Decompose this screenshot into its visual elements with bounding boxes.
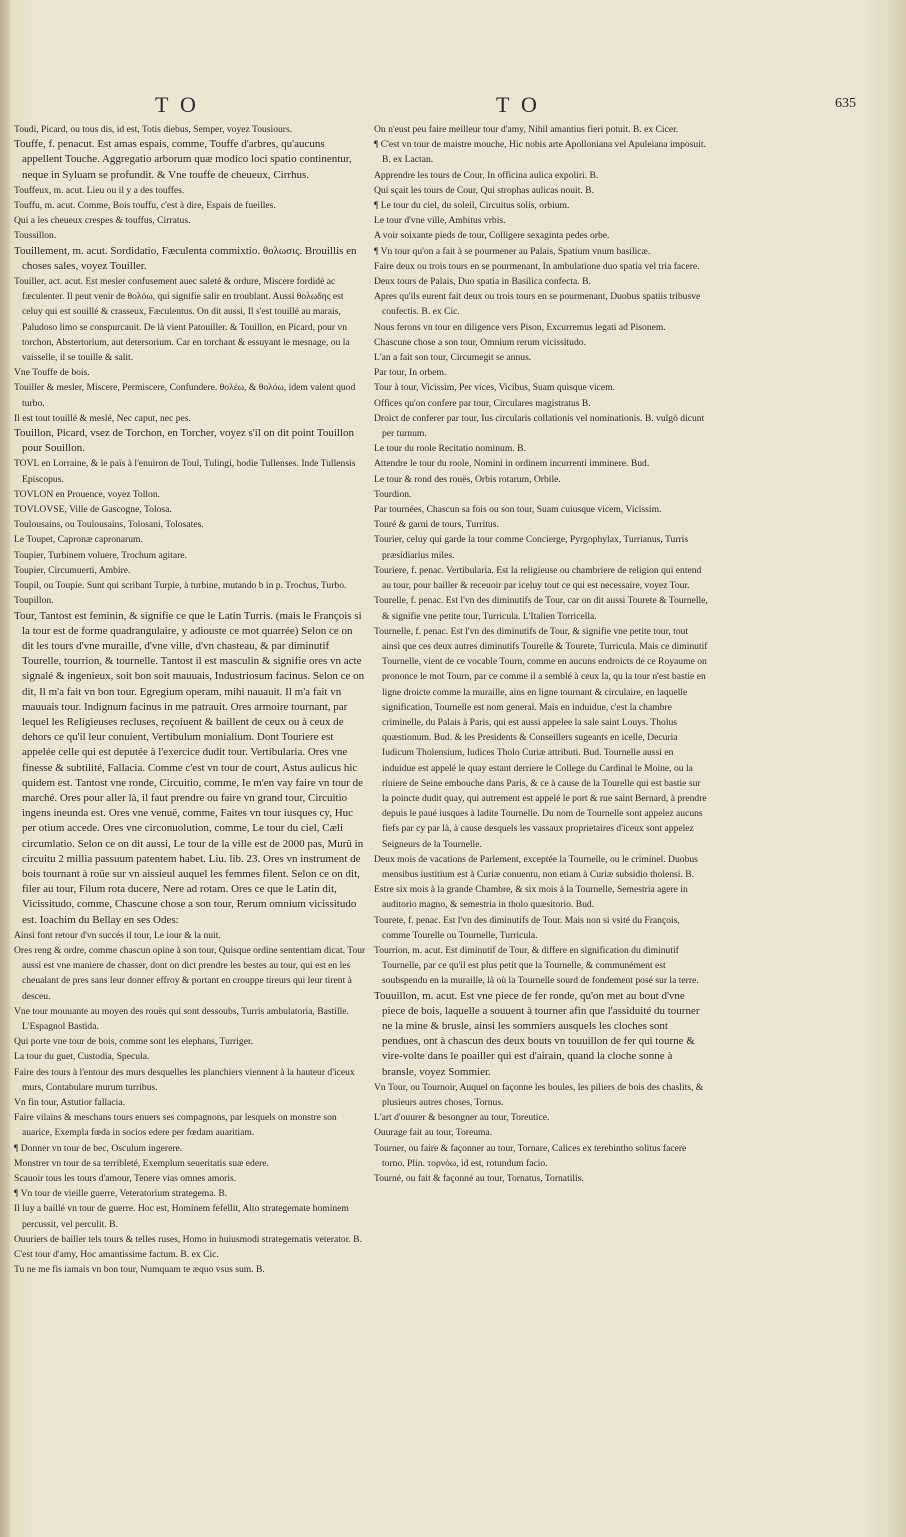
dictionary-entry: Chascune chose a son tour, Omnium rerum vicissitudo. — [374, 336, 586, 348]
dictionary-entry: Tourné, ou fait & façonné au tour, Tornatus, Tornatilis. — [374, 1173, 584, 1185]
dictionary-entry: La tour du guet, Custodia, Specula. — [14, 1051, 150, 1063]
dictionary-entry: Faire vilains & meschans tours enuers ses compagnons, par lesquels on monstre son auarice, Exempla fœda in socios edere per fœdam auaritiam. — [14, 1112, 337, 1139]
dictionary-entry: Estre six mois à la grande Chambre, & six mois à la Tournelle, Semestria agere in auditorio magno, & semestria in tholo quæsitorio. Bud. — [374, 884, 688, 911]
dictionary-entry: Il est tout touillé & meslé, Nec caput, nec pes. — [14, 412, 191, 424]
dictionary-entry: ¶ C'est vn tour de maistre mouche, Hic nobis arte Apolloniana vel Apuleiana imposuit. B. ex Lactan. — [374, 139, 706, 166]
dictionary-entry: Ouurage fait au tour, Toreuma. — [374, 1127, 493, 1139]
dictionary-entry: Tour, Tantost est feminin, & signifie ce que le Latin Turris. (mais le François si la tour est de forme quadrangulaire, y adiouste ce mot quarrée) Selon ce on dit les tours d'vne muraille, d'vne ville, d'vn chasteau, & par diminutif Tourelle, tourrion, & tournelle. Tantost il est masculin & signifie ores vn acte signalé & ingenieux, soit bon soit mauuais, Industriosum facinus. Selon ce on dit, Il m'a fait vn bon tour. Egregium operam, mihi nauauit. Il m'a fait vn mauuais tour. Indignum facinus in me patrauit. Ores armoire tournant, par lequel les Religieuses recluses, reçoiuent & baillent de ceux ou à ceux de dehors ce qu'il leur conuient, Vertibulum monialium. Dont Touriere est appelée celle qui est deputée à l'exercice dudit tour. Vertibularia. Ores vne finesse & subtilité, Fallacia. Comme c'est vn tour de court, Astus aulicus hic quidem est. Tantost vne ronde, Circuitio, comme, Ie m'en vay faire vn tour de marché. Ores pour aller là, il faut prendre ou faire vn grand tour, Circuitio ingens ineunda est. Ores vne venuë, comme, Faites vn tour iusques cy, Huc per otium accede. Ores vne circonuolution, comme, Le tour du ciel, Cæli circumlatio. Selon ce on dit aussi, Le tour de la ville est de 2000 pas, Murû in circuitu 2 millia passuum patentem habet. Liu. lib. 23. Ores vn instrument de bois tournant à roüe sur vn aissieul auquel les femmes filent. Selon ce on dit, filer au tour, Filum rota ducere, Nere ad rotam. Ores ce que le Latin dit, Vicissitudo, comme, Chascune chose a son tour, Rerum omnium vicissitudo est. Ioachim du Bellay en ses Odes: — [14, 609, 365, 926]
dictionary-entry: Ouuriers de bailler tels tours & telles ruses, Homo in huiusmodi strategematis veterator. B. — [14, 1233, 362, 1245]
dictionary-entry: Tourelle, f. penac. Est l'vn des diminutifs de Tour, car on dit aussi Tourete & Tournelle, & signifie vne petite tour, Turricula. L'Italien Torricella. — [374, 595, 708, 622]
dictionary-entry: L'art d'ouurer & besongner au tour, Toreutice. — [374, 1112, 550, 1124]
binding-gutter — [0, 0, 10, 1537]
dictionary-entry: TOVLON en Prouence, voyez Tollon. — [14, 488, 161, 500]
dictionary-entry: ¶ Donner vn tour de bec, Osculum ingerere. — [14, 1142, 183, 1154]
dictionary-entry: Tourier, celuy qui garde la tour comme Concierge, Pyrgophylax, Turrianus, Turris præsidiarius miles. — [374, 534, 689, 561]
dictionary-entry: Tourdion. — [374, 488, 412, 500]
dictionary-entry: Apprendre les tours de Cour, In officina aulica expoliri. B. — [374, 169, 599, 181]
dictionary-entry: Faire des tours à l'entour des murs desquelles les planchiers viennent à la hauteur d'iceux murs, Contabulare murum turribus. — [14, 1066, 355, 1093]
dictionary-entry: Touuillon, m. acut. Est vne piece de fer ronde, qu'on met au bout d'vne piece de bois, laquelle a souuent à tourner afin que l'assiduité du tourner ne la mine & brusle, ainsi les sommiers ausquels les cloches sont pendues, ont à chascun des deux bouts vn touuillon de fer qui tourne & vire-volte dans le poailler qui est d'airain, quand la cloche sonne à bransle, voyez Sommier. — [374, 989, 700, 1078]
dictionary-entry: Nous ferons vn tour en diligence vers Pison, Excurremus legati ad Pisonem. — [374, 321, 666, 333]
dictionary-entry: L'an a fait son tour, Circumegit se annus. — [374, 352, 532, 364]
dictionary-entry: Touillement, m. acut. Sordidatio, Fæculenta commixtio. θολωσις. Brouillis en choses sales, voyez Touiller. — [14, 244, 357, 272]
dictionary-entry: Vne tour mouuante au moyen des rouës qui sont dessoubs, Turris ambulatoria, Bastille. L'Espagnol Bastida. — [14, 1005, 349, 1032]
dictionary-entry: Qui a les cheueux crespes & touffus, Cirratus. — [14, 215, 191, 227]
dictionary-entry: Tour à tour, Vicissim, Per vices, Vicibus, Suam quisque vicem. — [374, 382, 615, 394]
dictionary-entry: Qui porte vne tour de bois, comme sont les elephans, Turriger. — [14, 1036, 254, 1048]
dictionary-entry: Scauoir tous les tours d'amour, Tenere vias omnes amoris. — [14, 1173, 237, 1185]
dictionary-entry: Toupillon. — [14, 595, 54, 607]
dictionary-entry: Tourrion, m. acut. Est diminutif de Tour, & differe en signification du diminutif Tournelle, par ce qu'il est plus petit que la Tournelle, & communément est soubspendu en la muraille, là où la Tournelle sourd de fondement posé sur la terre. — [374, 944, 699, 987]
dictionary-entry: Attendre le tour du roole, Nomini in ordinem incurrenti imminere. Bud. — [374, 458, 650, 470]
dictionary-entry: TOVLOVSE, Ville de Gascogne, Tolosa. — [14, 504, 172, 516]
dictionary-entry: Touriere, f. penac. Vertibularia. Est la religieuse ou chambriere de religion qui entend au tour, pour bailler & receuoir par iceluy tout ce qui est necessaire, voyez Tour. — [374, 564, 702, 592]
dictionary-entry: ¶ Vn tour de vieille guerre, Veteratorium strategema. B. — [14, 1188, 228, 1200]
right-column — [374, 122, 708, 1186]
dictionary-entry: Le tour d'vne ville, Ambitus vrbis. — [374, 215, 506, 227]
dictionary-entry: Touffeux, m. acut. Lieu ou il y a des touffes. — [14, 184, 185, 196]
dictionary-entry: Ainsi font retour d'vn succés il tour, Le iour & la nuit. — [14, 929, 221, 941]
dictionary-entry: Il luy a baillé vn tour de guerre. Hoc est, Hominem fefellit, Alto strategemate hominem percussit, vel perculit. B. — [14, 1203, 349, 1230]
dictionary-entry: Toupier, Turbinem voluere, Trochum agitare. — [14, 549, 187, 561]
dictionary-entry: TOVL en Lorraine, & le païs à l'enuiron de Toul, Tulingi, hodie Tullenses. Inde Tullensis Episcopus. — [14, 458, 356, 485]
page-number: 635 — [835, 96, 856, 111]
dictionary-entry: Deux mois de vacations de Parlement, exceptée la Tournelle, ou le criminel. Duobus mensibus iustitium est à Curiæ conuentu, non etiam à Curiæ subsidio tholensi. B. — [374, 853, 698, 880]
dictionary-entry: Touffu, m. acut. Comme, Bois touffu, c'est à dire, Espais de fueilles. — [14, 200, 276, 212]
dictionary-entry: Le tour & rond des rouës, Orbis rotarum, Orbile. — [374, 473, 561, 485]
dictionary-entry: Touffe, f. penacut. Est amas espais, comme, Touffe d'arbres, qu'aucuns appellent Touche. Aggregatio arborum quæ modico loci spatio continentur, neque in Syluam se profundit. & Vne touffe de cheueux, Cirrhus. — [14, 138, 352, 181]
dictionary-entry: Ores reng & ordre, comme chascun opine à son tour, Quisque ordine sententiam dicat. Tour aussi est vne maniere de chasser, dont on dict prendre les bestes au tour, qui est en les cheualant de pres sans leur donner effroy & portant en crouppe tireurs qui leur tirent à desceu. — [14, 944, 366, 1002]
dictionary-entry: Faire deux ou trois tours en se pourmenant, In ambulatione duo spatia vel tria facere. — [374, 260, 700, 272]
dictionary-entry: Qui sçait les tours de Cour, Qui strophas aulicas nouit. B. — [374, 184, 594, 196]
dictionary-entry: Toussillon. — [14, 230, 57, 242]
dictionary-entry: A voir soixante pieds de tour, Colligere sexaginta pedes orbe. — [374, 230, 610, 242]
dictionary-entry: Tournelle, f. penac. Est l'vn des diminutifs de Tour, & signifie vne petite tour, tout ainsi que ces deux autres diminutifs Tourelle & Tourete, Turricula. Mais ce diminutif Tournelle, vient de ce vocable Tourn, comme en aucuns endroicts de ce Royaume on prononce le mot Tourn, par ce comme il a semblé à ceux la, qu la tour n'est bastie en ligne droicte comme la muraille, ains en ligne tournant & circulaire, en laquelle signification, Tournelle est nom general. Mais en induidue, c'est la chambre criminelle, du Palais à Paris, qui est aussi appelee la sale saint Louys. Tholus quæstionum. Bud. & les Presidents & Conseillers sugeants en icelle, Decuria Iudicum Tholensium, Iudices Tholo Curiæ attributi. Bud. Tournelle aussi en induidue est appelé le quay estant derriere le College du Cardinal le Moine, ou la riuiere de Seine embouche dans Paris, & ce à cause de la Tourelle qui est bastie sur la poincte dudit quay, qui autrement est appelé le port & rue saint Bernard, à prendre depuis le paué iusques à ladite Tournelle. Du nom de Tournelle sont appelez aucuns fiefs par cy par là, à cause desquels les vassaux proprietaires d'iceux sont appelez Seigneurs de la Tournelle. — [374, 625, 708, 850]
dictionary-entry: Touiller & mesler, Miscere, Permiscere, Confundere. θολέω, & θολόω, idem valent quod turbo. — [14, 382, 356, 409]
dictionary-entry: On n'eust peu faire meilleur tour d'amy, Nihil amantius fieri potuit. B. ex Cicer. — [374, 124, 679, 135]
dictionary-entry: Offices qu'on confere par tour, Circulares magistratus B. — [374, 397, 591, 409]
left-column — [14, 122, 366, 1277]
dictionary-entry: Toulousains, ou Toulousains, Tolosani, Tolosates. — [14, 519, 204, 531]
dictionary-entry: Touillon, Picard, vsez de Torchon, en Torcher, voyez s'il on dit point Touillon pour Souillon. — [14, 427, 355, 455]
dictionary-entry: Vne Touffe de bois. — [14, 367, 90, 379]
dictionary-entry: Touré & garni de tours, Turritus. — [374, 519, 499, 531]
left-running-head: TO — [155, 92, 208, 117]
dictionary-entry: Le Toupet, Capronæ capronarum. — [14, 534, 143, 546]
dictionary-entry: Toudi, Picard, ou tous dis, id est, Totis diebus, Semper, voyez Tousiours. — [14, 124, 293, 135]
dictionary-entry: Toupier, Circumuerti, Ambire. — [14, 564, 131, 576]
dictionary-entry: Par tour, In orbem. — [374, 367, 447, 379]
dictionary-entry: Tu ne me fis iamais vn bon tour, Numquam te æquo vsus sum. B. — [14, 1264, 265, 1276]
dictionary-entry: Vn Tour, ou Tournoir, Auquel on façonne les boules, les piliers de bois des chaslits, & plusieurs autres choses, Tornus. — [374, 1081, 704, 1108]
dictionary-entry: Vn fin tour, Astutior fallacia. — [14, 1097, 125, 1108]
right-running-head: TO — [496, 92, 549, 117]
dictionary-entry: Par tournées, Chascun sa fois ou son tour, Suam cuiusque vicem, Vicissim. — [374, 504, 662, 516]
dictionary-entry: Deux tours de Palais, Duo spatia in Basilica confecta. B. — [374, 276, 591, 288]
dictionary-entry: C'est tour d'amy, Hoc amantissime factum. B. ex Cic. — [14, 1249, 219, 1261]
dictionary-entry: ¶ Le tour du ciel, du soleil, Circuitus solis, orbium. — [374, 200, 570, 212]
dictionary-entry: Touiller, act. acut. Est mesler confusement auec saleté & ordure, Miscere fordidè ac fæculenter. Il peut venir de θολόω, qui signifie salir en troublant. Aussi θολωδης est celuy qui est souillé & crasseux, Fæculentus. On dit aussi, Il s'est touillé au marais, Paludoso limo se conspurcauit. De là vient Patouiller. & Touillon, en Picard, pour vn torchon, Abstertorium, aut detersorium. Car en torchant & essuyant le mesnage, ou la vaisselle, il se touille & salit. — [14, 276, 350, 364]
dictionary-entry: Droict de conferer par tour, Ius circularis collationis vel nominationis. B. vulgò dicunt per turnum. — [374, 412, 705, 440]
dictionary-entry: Toupil, ou Toupie. Sunt qui scribant Turpie, à turbine, mutando b in p. Trochus, Turbo. — [14, 580, 347, 592]
dictionary-entry: Le tour du roole Recitatio nominum. B. — [374, 443, 526, 455]
dictionary-entry: Tourner, ou faire & façonner au tour, Tornare, Calices ex terebintho solitus facere torno. Plin. τορνόω, id est, rotundum facio. — [374, 1142, 687, 1169]
dictionary-entry: Monstrer vn tour de sa terribleté, Exemplum seueritatis suæ edere. — [14, 1157, 269, 1169]
dictionary-entry: ¶ Vn tour qu'on a fait à se pourmener au Palais, Spatium vnum basilicæ. — [374, 245, 651, 257]
dictionary-entry: Tourete, f. penac. Est l'vn des diminutifs de Tour. Mais non si vsité du François, comme Tourelle ou Tournelle, Turricula. — [374, 914, 680, 941]
dictionary-entry: Apres qu'ils eurent fait deux ou trois tours en se pourmenant, Duobus spatiis tribusve confectis. B. ex Cic. — [374, 291, 701, 318]
